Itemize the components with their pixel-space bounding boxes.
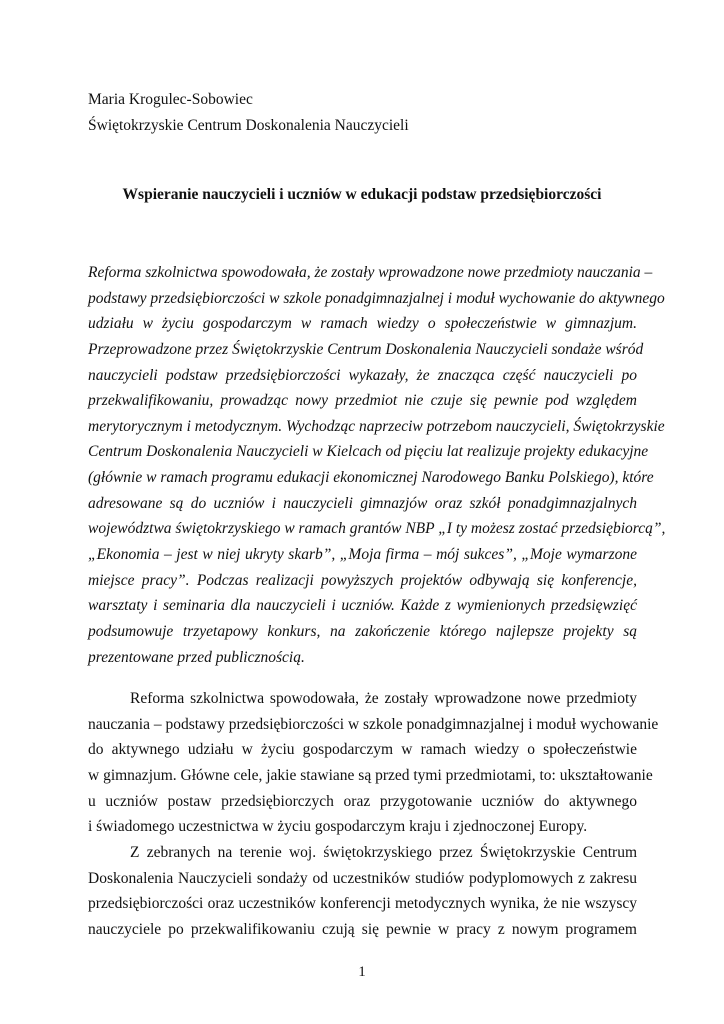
author-name: Maria Krogulec-Sobowiec	[88, 91, 253, 108]
abstract-line: województwa świętokrzyskiego w ramach grantów NBP „I ty możesz zostać przedsiębiorcą”,	[88, 520, 666, 538]
page-number: 1	[358, 964, 366, 980]
abstract-line: podstawy przedsiębiorczości w szkole ponadgimnazjalnej i moduł wychowanie do aktywnego	[88, 289, 665, 307]
paragraph-line: do aktywnego udziału w życiu gospodarczym w ramach wiedzy o społeczeństwie	[88, 741, 637, 759]
paragraph-line: nauczyciele po przekwalifikowaniu czują się pewnie w pracy z nowym programem	[88, 920, 637, 938]
paragraph-line: Reforma szkolnictwa spowodowała, że zostały wprowadzone nowe przedmioty	[130, 690, 637, 707]
abstract-line: (głównie w ramach programu edukacji ekonomicznej Narodowego Banku Polskiego), które	[88, 469, 654, 487]
paragraph-line: u uczniów postaw przedsiębiorczych oraz przygotowanie uczniów do aktywnego	[88, 792, 637, 810]
author-block	[88, 87, 409, 139]
abstract-line: warsztaty i seminaria dla nauczycieli i uczniów. Każde z wymienionych przedsięwzięć	[88, 597, 637, 615]
abstract-line: „Ekonomia – jest w niej ukryty skarb”, „Moja firma – mój sukces”, „Moje wymarzone	[88, 546, 637, 564]
abstract-line: nauczycieli podstaw przedsiębiorczości wykazały, że znacząca część nauczycieli po	[88, 366, 637, 384]
document-title: Wspieranie nauczycieli i uczniów w edukacji podstaw przedsiębiorczości	[122, 186, 602, 203]
abstract-line: Centrum Doskonalenia Nauczycieli w Kielcach od pięciu lat realizuje projekty edukacyjne	[88, 443, 649, 461]
paragraph-line: i świadomego uczestnictwa w życiu gospodarczym kraju i zjednoczonej Europy.	[88, 818, 588, 836]
abstract-line: Reforma szkolnictwa spowodowała, że zostały wprowadzone nowe przedmioty nauczania –	[88, 264, 653, 281]
author-institution: Świętokrzyskie Centrum Doskonalenia Nauczycieli	[88, 117, 409, 134]
abstract-line: udziału w życiu gospodarczym w ramach wiedzy o społeczeństwie w gimnazjum.	[88, 315, 637, 333]
abstract	[88, 260, 666, 670]
abstract-line: miejsce pracy”. Podczas realizacji powyższych projektów odbywają się konferencje,	[88, 571, 637, 589]
body-paragraph	[88, 686, 659, 840]
abstract-line: adresowane są do uczniów i nauczycieli gimnazjów oraz szkół ponadgimnazjalnych	[88, 494, 637, 512]
paragraph-line: Doskonalenia Nauczycieli sondaży od uczestników studiów podyplomowych z zakresu	[88, 869, 637, 887]
paragraph-line: w gimnazjum. Główne cele, jakie stawiane są przed tymi przedmiotami, to: ukształtowanie	[88, 766, 653, 784]
paragraph-line: nauczania – podstawy przedsiębiorczości w szkole ponadgimnazjalnej i moduł wychowanie	[88, 715, 659, 733]
abstract-line: podsumowuje trzyetapowy konkurs, na zakończenie którego najlepsze projekty są	[88, 622, 637, 640]
paragraph-line: Z zebranych na terenie woj. świętokrzyskiego przez Świętokrzyskie Centrum	[130, 844, 637, 861]
abstract-line: Przeprowadzone przez Świętokrzyskie Centrum Doskonalenia Nauczycieli sondaże wśród	[88, 340, 644, 358]
abstract-line: prezentowane przed publicznością.	[88, 648, 305, 666]
paragraph-line: przedsiębiorczości oraz uczestników konferencji metodycznych wynika, że nie wszyscy	[88, 895, 637, 913]
body-paragraph	[88, 840, 637, 943]
abstract-line: przekwalifikowaniu, prowadząc nowy przedmiot nie czuje się pewnie pod względem	[88, 392, 637, 410]
abstract-line: merytorycznym i metodycznym. Wychodząc naprzeciw potrzebom nauczycieli, Świętokrzyskie	[88, 417, 665, 435]
